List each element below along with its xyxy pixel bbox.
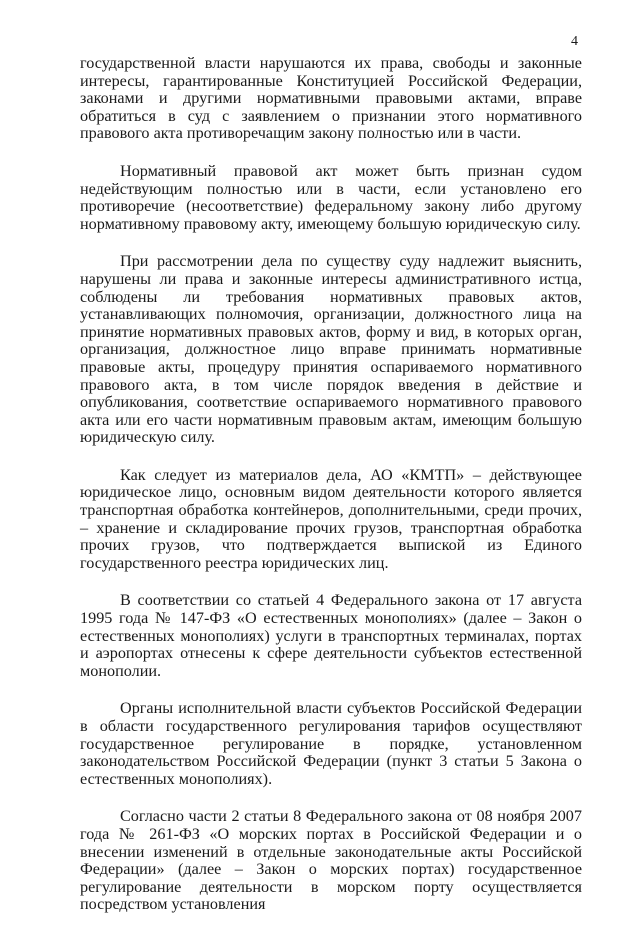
paragraph-3: При рассмотрении дела по существу суду надлежит выяснить, нарушены ли права и законные интересы административного истца, соблюдены ли требования нормативных правовых актов, устанавливающих полномочия, организации, должностного лица на принятие нормативных правовых актов, форму и вид, в которых орган, организация, должностное лицо вправе принимать нормативные правовые акты, процедуру принятия оспариваемого нормативного правового акта, в том числе порядок введения в действие и опубликования, соответствие оспариваемого нормативного правового акта или его части нормативным правовым актам, имеющим большую юридическую силу. [80,252,582,447]
paragraph-1: государственной власти нарушаются их права, свободы и законные интересы, гарантированные Конституцией Российской Федерации, законами и другими нормативными правовыми актами, вправе обратиться в суд с заявлением о признании этого нормативного правового акта противоречащим закону полностью или в части. [80,54,582,143]
paragraph-6: Органы исполнительной власти субъектов Российской Федерации в области государственного регулирования тарифов осуществляют государственное регулирование в порядке, установленном законодательством Российской Федерации (пункт 3 статьи 5 Закона о естественных монополиях). [80,699,582,788]
paragraph-4: Как следует из материалов дела, АО «КМТП» – действующее юридическое лицо, основным видом деятельности которого является транспортная обработка контейнеров, дополнительными, среди прочих, – хранение и складирование прочих грузов, транспортная обработка прочих грузов, что подтверждается выпиской из Единого государственного реестра юридических лиц. [80,465,582,572]
document-body [80,55,582,934]
paragraph-5: В соответствии со статьей 4 Федерального закона от 17 августа 1995 года № 147-ФЗ «О естественных монополиях» (далее – Закон о естественных монополиях) услуги в транспортных терминалах, портах и аэропортах отнесены к сфере деятельности субъектов естественной монополии. [80,591,582,680]
page-number: 4 [571,34,578,49]
paragraph-7: Согласно части 2 статьи 8 Федерального закона от 08 ноября 2007 года № 261-ФЗ «О морских портах в Российской Федерации и о внесении изменений в отдельные законодательные акты Российской Федерации» (далее – Закон о морских портах) государственное регулирование деятельности в морском порту осуществляется посредством установления [80,807,582,914]
paragraph-2: Нормативный правовой акт может быть признан судом недействующим полностью или в части, если установлено его противоречие (несоответствие) федеральному закону либо другому нормативному правовому акту, имеющему большую юридическую силу. [80,161,582,233]
